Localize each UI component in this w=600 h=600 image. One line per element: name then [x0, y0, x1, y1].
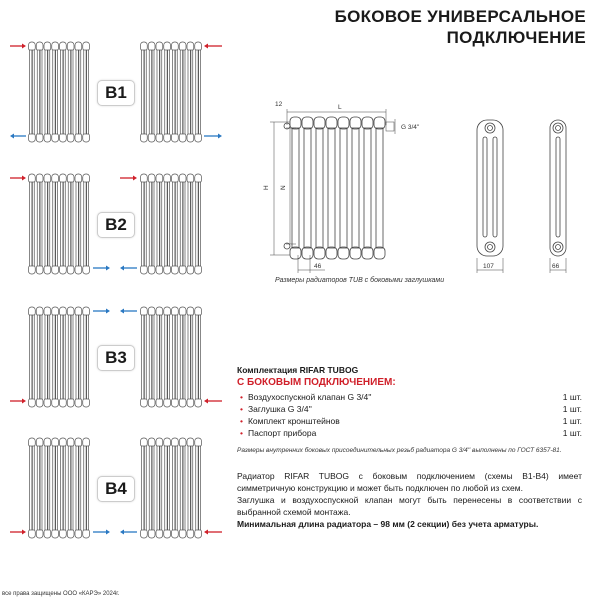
- side-view-107: [477, 120, 503, 256]
- side-view-66: [550, 120, 566, 256]
- supply-arrow-icon: [204, 44, 222, 49]
- supply-arrow-icon: [10, 176, 26, 181]
- dim-46: 46: [314, 263, 322, 270]
- radiator-icon: [141, 174, 202, 274]
- supply-arrow-icon: [204, 530, 222, 535]
- radiator-icon: [29, 42, 90, 142]
- scheme-label: B4: [97, 476, 135, 502]
- copyright: все права защищены ООО «КАРЭ» 2024г.: [2, 591, 120, 597]
- radiator-icon: [141, 42, 202, 142]
- supply-arrow-icon: [10, 44, 26, 49]
- radiator-icon: [141, 438, 202, 538]
- kit-note: Размеры внутренних боковых присоединительных резьб радиатора G 3/4'' выполнены по ГОСТ 6357-81.: [237, 447, 562, 454]
- dim-thread: G 3/4'': [401, 124, 420, 131]
- scheme-label: B2: [97, 212, 135, 238]
- supply-arrow-icon: [204, 399, 222, 404]
- description: Радиатор RIFAR TUBOG с боковым подключением (схемы В1-В4) имеет симметричную конструкцию и может быть подключен по любой из схем. Заглушка и воздухоспускной клапан могут быть перенесены в соответствии с выбранной схемой монтажа. Минимальная длина радиатора – 98 мм (2 секции) без учета арматуры.: [237, 471, 582, 529]
- radiator-icon: [29, 438, 90, 538]
- scheme-label: B1: [97, 80, 135, 106]
- return-arrow-icon: [120, 266, 137, 271]
- list-item: • Заглушка G 3/4'' 1 шт.: [237, 403, 582, 415]
- dim-L: L: [338, 104, 342, 111]
- dim-H: H: [263, 185, 270, 190]
- return-arrow-icon: [120, 309, 137, 314]
- scheme-b1: [0, 40, 230, 150]
- radiator-icon: [29, 307, 90, 407]
- front-view-radiator: [284, 117, 385, 259]
- dim-12: 12: [275, 101, 283, 108]
- scheme-b4: [0, 436, 230, 546]
- scheme-label: B3: [97, 345, 135, 371]
- list-item: • Воздухоспускной клапан G 3/4'' 1 шт.: [237, 391, 582, 403]
- kit-subheading: С БОКОВЫМ ПОДКЛЮЧЕНИЕМ:: [237, 377, 396, 388]
- return-arrow-icon: [93, 530, 110, 535]
- kit-list: [237, 391, 582, 439]
- kit-heading: Комплектация RIFAR TUBOG: [237, 365, 359, 375]
- return-arrow-icon: [93, 266, 110, 271]
- dim-107: 107: [483, 263, 494, 270]
- scheme-b2: [0, 172, 230, 282]
- radiator-icon: [141, 307, 202, 407]
- radiator-icon: [29, 174, 90, 274]
- dim-66: 66: [552, 263, 560, 270]
- drawing-caption: Размеры радиаторов TUB с боковыми заглушками: [275, 277, 445, 284]
- supply-arrow-icon: [10, 530, 26, 535]
- list-item: • Комплект кронштейнов 1 шт.: [237, 415, 582, 427]
- return-arrow-icon: [204, 134, 222, 139]
- dim-N: N: [280, 185, 287, 190]
- kit-section: [237, 365, 582, 454]
- dimension-lines: [270, 109, 566, 273]
- scheme-b3: [0, 305, 230, 415]
- return-arrow-icon: [10, 134, 26, 139]
- return-arrow-icon: [120, 530, 137, 535]
- supply-arrow-icon: [120, 176, 137, 181]
- page-title: БОКОВОЕ УНИВЕРСАЛЬНОЕ ПОДКЛЮЧЕНИЕ: [334, 7, 586, 47]
- return-arrow-icon: [93, 309, 110, 314]
- supply-arrow-icon: [10, 399, 26, 404]
- dimension-drawing: [250, 95, 600, 295]
- list-item: • Паспорт прибора 1 шт.: [237, 427, 582, 439]
